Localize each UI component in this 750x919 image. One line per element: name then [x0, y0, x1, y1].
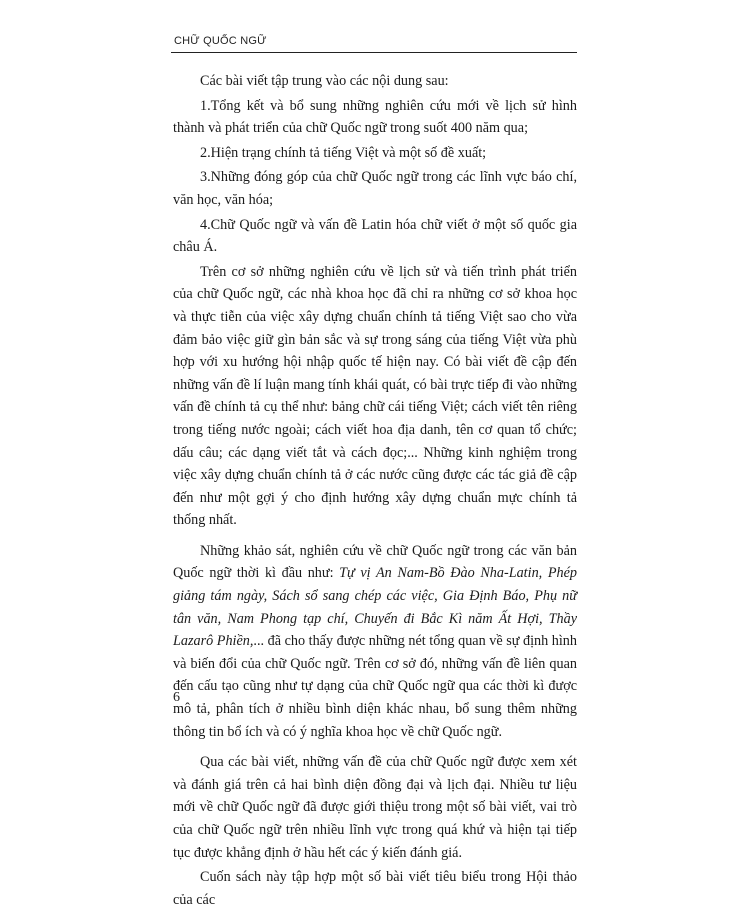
list-item-4: 4.Chữ Quốc ngữ và vấn đề Latin hóa chữ viết ở một số quốc gia châu Á. [173, 216, 577, 256]
paragraph-early-texts [173, 540, 577, 743]
list-item-3: 3.Những đóng góp của chữ Quốc ngữ trong các lĩnh vực báo chí, văn học, văn hóa; [173, 169, 577, 208]
body-text [173, 70, 577, 919]
paragraph-evaluation: Qua các bài viết, những vấn đề của chữ Quốc ngữ được xem xét và đánh giá trên cả hai bình diện đồng đại và lịch đại. Nhiều tư liệu mới về chữ Quốc ngữ đã được giới thiệu trong một số bài viết, vai trò của chữ Quốc ngữ trên nhiều lĩnh vực trong quá khứ và hiện tại tiếp tục được khẳng định ở hầu hết các ý kiến đánh giá. [173, 754, 577, 861]
page-number: 6 [173, 690, 180, 705]
header-title: CHỮ QUỐC NGỮ [174, 35, 267, 47]
running-header [171, 30, 577, 53]
early-texts-conclusion: ... đã cho thấy được những nét tổng quan về sự định hình và biến đổi của chữ Quốc ngữ. Trên cơ sở đó, những vấn đề liên quan đến cấu tạo cũng như tự dạng của chữ Quốc ngữ qua các thời kì được mô tả, phân tích ở nhiều bình diện khác nhau, bổ sung thêm những thông tin bổ ích và có ý nghĩa khoa học về chữ Quốc ngữ. [173, 633, 577, 740]
paragraph-intro: Các bài viết tập trung vào các nội dung sau: [200, 73, 449, 89]
list-item-2: 2.Hiện trạng chính tả tiếng Việt và một số đề xuất; [200, 144, 487, 161]
paragraph-orthography: Trên cơ sở những nghiên cứu về lịch sử và tiến trình phát triển của chữ Quốc ngữ, các nhà khoa học đã chỉ ra những cơ sở khoa học và thực tiễn của việc xây dựng chuẩn chính tả tiếng Việt sao cho vừa đảm bảo việc giữ gìn bản sắc và sự trong sáng của tiếng Việt vừa phù hợp với xu hướng hội nhập quốc tế hiện nay. Có bài viết đề cập đến những vấn đề lí luận mang tính khái quát, có bài trực tiếp đi vào những vấn đề chính tả cụ thể như: bảng chữ cái tiếng Việt; cách viết tên riêng trong tiếng nước ngoài; cách viết hoa địa danh, tên cơ quan tổ chức; dấu câu; các dạng viết tắt và cách đọc;... Những kinh nghiệm trong việc xây dựng chuẩn chính tả ở các nước cũng được các tác giả đề cập đến như một gợi ý cho định hướng xây dựng chuẩn mực chính tả thống nhất. [173, 263, 577, 529]
list-item-1: 1.Tổng kết và bổ sung những nghiên cứu mới về lịch sử hình thành và phát triển của chữ Quốc ngữ trong suốt 400 năm qua; [173, 97, 577, 137]
early-texts-intro: Những khảo sát, nghiên cứu về chữ Quốc ngữ trong các văn bản Quốc ngữ thời kì đầu như: [173, 542, 577, 582]
early-texts-titles: Tự vị An Nam-Bồ Đào Nha-Latin, Phép giảng tám ngày, Sách sổ sang chép các việc, Gia Định Báo, Phụ nữ tân văn, Nam Phong tạp chí, Chuyến đi Bắc Kì năm Ất Hợi, Thầy Lazarô Phiền, [173, 565, 577, 650]
paragraph-book-intro: Cuốn sách này tập hợp một số bài viết tiêu biểu trong Hội thảo của các [173, 869, 577, 908]
